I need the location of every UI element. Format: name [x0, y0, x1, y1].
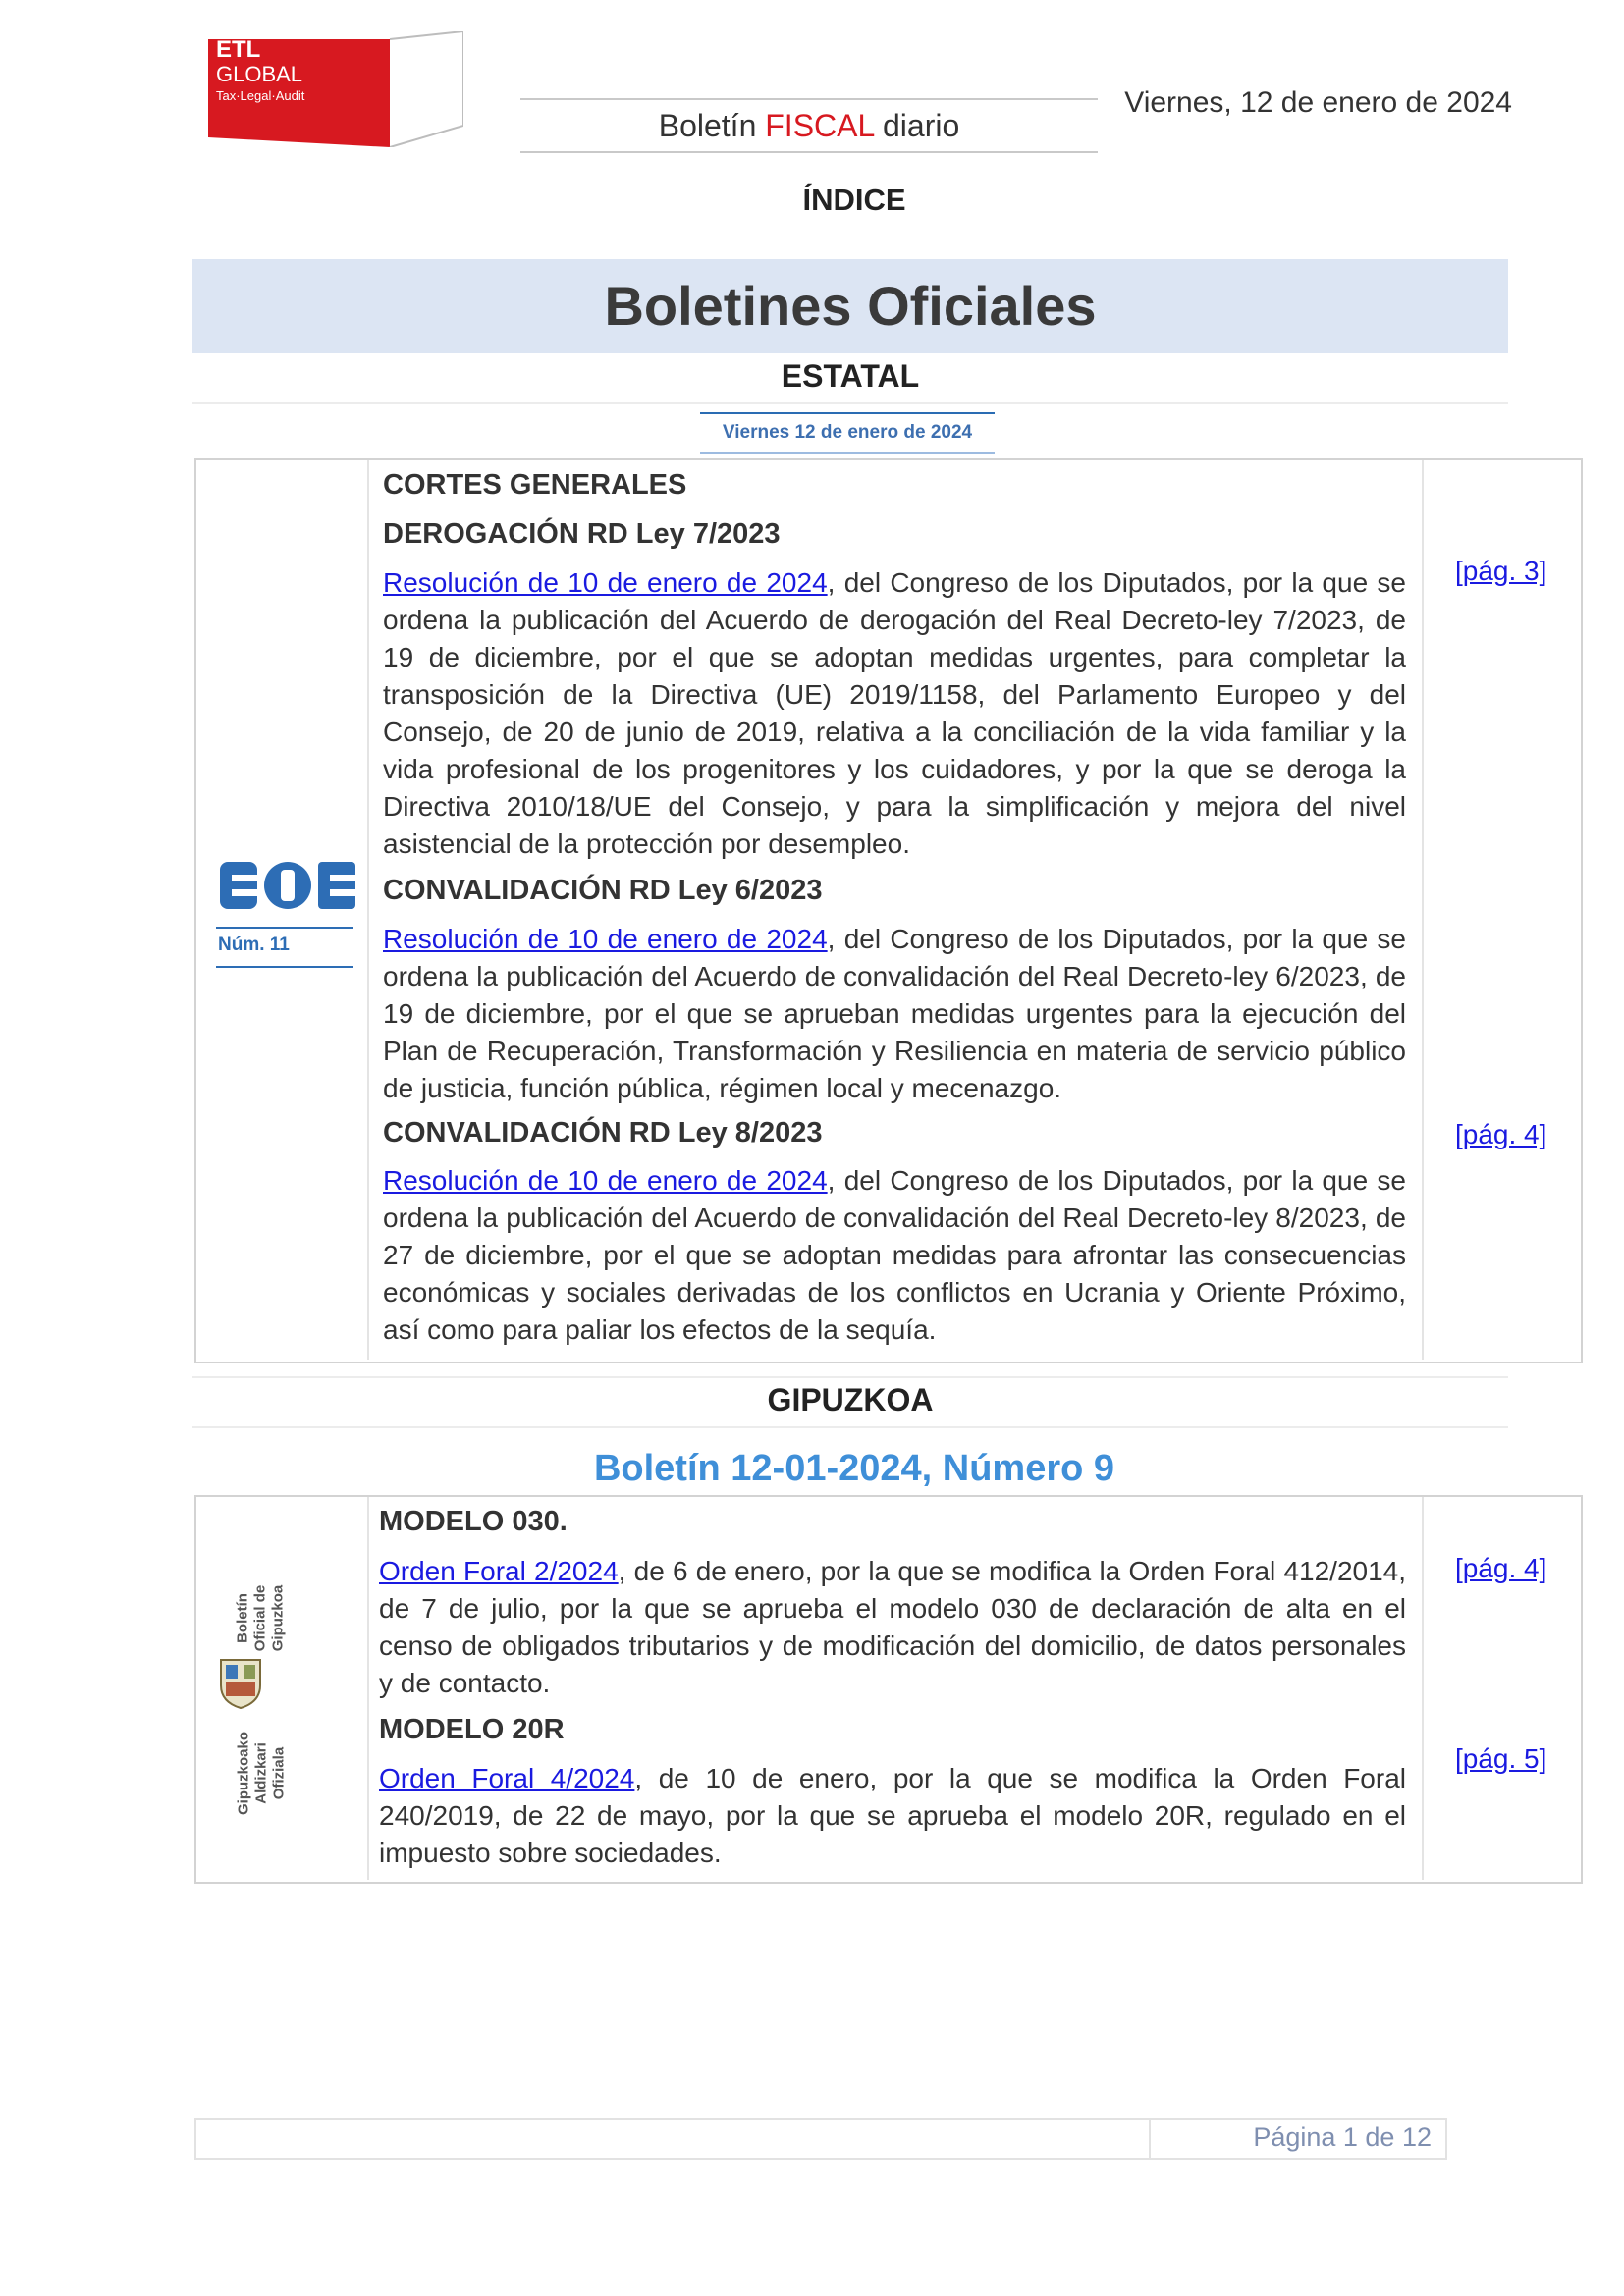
boe-logo — [218, 856, 357, 972]
column-divider — [367, 460, 369, 1360]
header-date: Viernes, 12 de enero de 2024 — [1124, 86, 1512, 119]
page-link[interactable]: [pág. 5] — [1455, 1743, 1547, 1774]
item-text: , de 10 de enero, por la que se modifica la Orden Foral 240/2019, de 22 de mayo, por la que se aprueba el modelo 20R, regulado en el impuesto sobre sociedades. — [379, 1763, 1406, 1868]
gipuzkoa-logo-text-bottom — [208, 1721, 288, 1819]
coat-of-arms-icon — [218, 1656, 263, 1709]
item-heading: DEROGACIÓN RD Ley 7/2023 — [383, 518, 781, 550]
page-link[interactable]: [pág. 3] — [1455, 556, 1547, 586]
item-paragraph — [383, 564, 1406, 863]
item-paragraph — [383, 921, 1406, 1107]
item-text: , del Congreso de los Diputados, por la que se ordena la publicación del Acuerdo de convalidación del Real Decreto-ley 8/2023, de 27 de diciembre, por el que se adoptan medidas para afrontar las consecuencias económicas y sociales derivadas de los conflictos en Ucrania y Oriente Próximo, así como para paliar los efectos de la sequía. — [383, 1165, 1406, 1345]
column-divider — [1422, 460, 1424, 1360]
logo-text-line: Ofiziala — [270, 1746, 288, 1800]
orden-foral-link[interactable]: Orden Foral 4/2024 — [379, 1763, 635, 1793]
page-ref — [1455, 1743, 1546, 1775]
column-divider — [367, 1497, 369, 1880]
logo-text-line: Gipuzkoa — [269, 1584, 287, 1652]
boe-number: Núm. 11 — [218, 934, 290, 955]
logo-text-line: Gipuzkoako — [235, 1732, 252, 1816]
footer-divider — [1149, 2120, 1151, 2158]
item-paragraph — [379, 1760, 1406, 1872]
page-number: Página 1 de 12 — [1253, 2122, 1432, 2152]
resolution-link[interactable]: Resolución de 10 de enero de 2024 — [383, 567, 828, 598]
boe-logo-graphic — [218, 856, 357, 915]
logo-text-line: Boletín — [234, 1593, 251, 1643]
logo-text-line: Aldizkari — [252, 1742, 270, 1804]
page-ref — [1455, 556, 1546, 587]
item-text: , de 6 de enero, por la que se modifica la Orden Foral 412/2014, de 7 de julio, por la que se aprueba el modelo 030 de declaración de alta en el censo de obligados tributarios y de modificación del domicilio, de datos personales y de contacto. — [379, 1556, 1407, 1698]
logo-text-etl: ETL — [216, 36, 261, 63]
orden-foral-link[interactable]: Orden Foral 2/2024 — [379, 1556, 619, 1586]
item-paragraph — [383, 1162, 1406, 1349]
divider — [192, 1376, 1508, 1378]
index-heading: ÍNDICE — [802, 183, 906, 217]
gipuzkoa-logo — [208, 1556, 288, 1821]
resolution-link[interactable]: Resolución de 10 de enero de 2024 — [383, 1165, 828, 1196]
divider — [192, 402, 1508, 404]
item-paragraph — [379, 1553, 1406, 1702]
etl-global-logo — [208, 31, 463, 147]
item-heading: CONVALIDACIÓN RD Ley 8/2023 — [383, 1117, 823, 1148]
main-title-banner: Boletines Oficiales — [192, 259, 1508, 353]
divider — [192, 1426, 1508, 1428]
gipuzkoa-logo-text-top — [208, 1556, 287, 1652]
divider — [216, 966, 353, 968]
column-divider — [1422, 1497, 1424, 1880]
item-heading: MODELO 030. — [379, 1506, 568, 1537]
page-link[interactable]: [pág. 4] — [1455, 1119, 1547, 1149]
bulletin-title-accent: FISCAL — [765, 108, 875, 143]
region-gipuzkoa: GIPUZKOA — [767, 1382, 934, 1417]
bulletin-title — [520, 98, 1098, 153]
gipuzkoa-bulletin-title: Boletín 12-01-2024, Número 9 — [593, 1448, 1115, 1489]
divider — [216, 927, 353, 929]
page-ref — [1455, 1553, 1546, 1584]
page-link[interactable]: [pág. 4] — [1455, 1553, 1547, 1583]
item-heading: CONVALIDACIÓN RD Ley 6/2023 — [383, 875, 823, 906]
resolution-link[interactable]: Resolución de 10 de enero de 2024 — [383, 924, 828, 954]
bulletin-title-prefix: Boletín — [658, 108, 766, 143]
section-cortes-generales: CORTES GENERALES — [383, 469, 687, 501]
page-ref — [1455, 1119, 1546, 1150]
bulletin-title-suffix: diario — [874, 108, 960, 143]
logo-text-global: GLOBAL — [216, 62, 303, 86]
boe-date-banner: Viernes 12 de enero de 2024 — [700, 412, 995, 454]
item-text: , del Congreso de los Diputados, por la que se ordena la publicación del Acuerdo de convalidación del Real Decreto-ley 6/2023, de 19 de diciembre, por el que se aprueban medidas urgentes para la ejecución del Plan de Recuperación, Transformación y Resiliencia en materia de servicio público de justicia, función pública, régimen local y mecenazgo. — [383, 924, 1406, 1103]
logo-text-tagline: Tax·Legal·Audit — [216, 88, 305, 103]
item-text: , del Congreso de los Diputados, por la que se ordena la publicación del Acuerdo de derogación del Real Decreto-ley 7/2023, de 19 de diciembre, por el que se adoptan medidas urgentes, para completar la transposición de la Directiva (UE) 2019/1158, del Parlamento Europeo y del Consejo, de 20 de junio de 2019, relativa a la conciliación de la vida familiar y la vida profesional de los progenitores y los cuidadores, y por la que se deroga la Directiva 2010/18/UE del Consejo, y para la simplificación y mejora del nivel asistencial de la protección por desempleo. — [383, 567, 1406, 859]
item-heading: MODELO 20R — [379, 1714, 565, 1745]
region-estatal: ESTATAL — [781, 358, 920, 394]
logo-text-line: Oficial de — [251, 1584, 269, 1652]
